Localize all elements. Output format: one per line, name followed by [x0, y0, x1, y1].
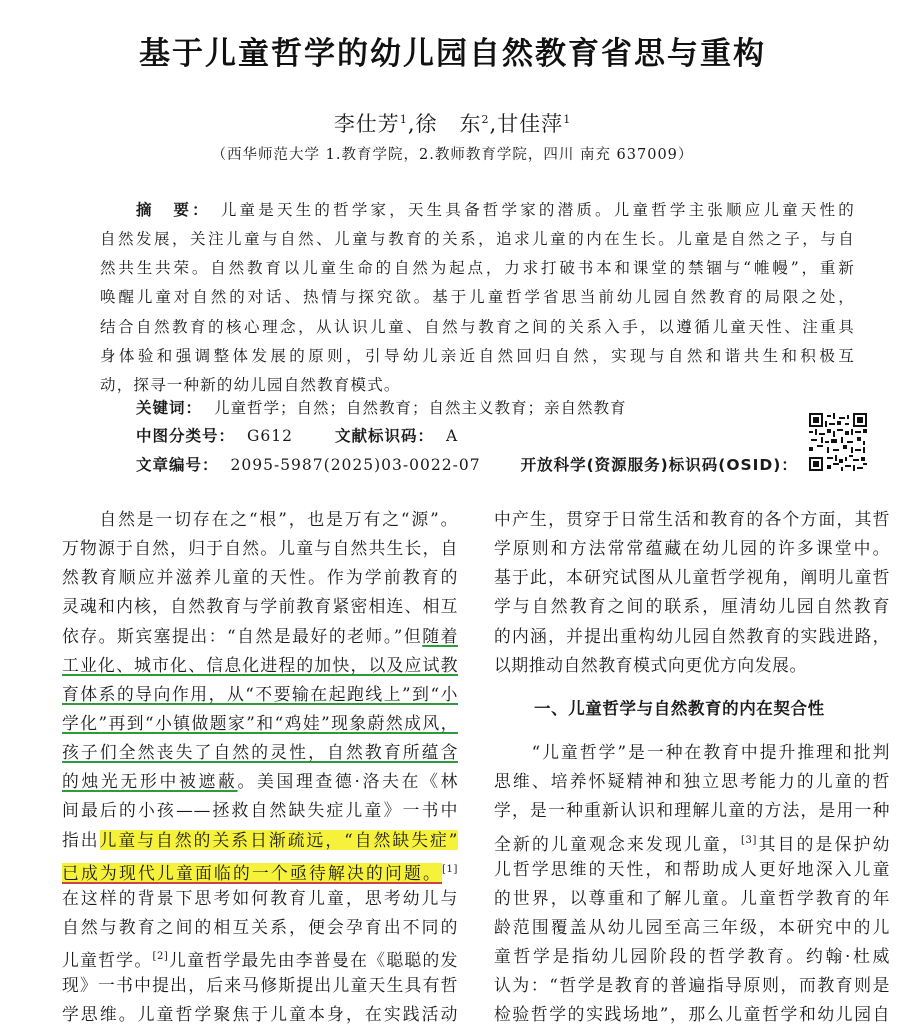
- text-line: [494, 826, 890, 855]
- author-affil-mark: 1: [563, 113, 572, 126]
- yellow-highlight-annotation[interactable]: 已成为现代儿童面临的一个亟待解决的问题。: [62, 862, 443, 883]
- abstract-line: [100, 196, 855, 225]
- green-underline-annotation[interactable]: 孩子们全然丧失了自然的灵性，自然教育所蕴含: [62, 742, 458, 763]
- abstract-text: 儿童是天生的哲学家，天生具备哲学家的潜质。儿童哲学主张顺应儿童天性的: [220, 201, 855, 219]
- text-run: 。美国理查德·洛夫在《林: [237, 771, 458, 792]
- text-line: 学思维。儿童哲学聚焦于儿童本身，在实践活动: [62, 1004, 458, 1025]
- doc-code-label: 文献标识码：: [334, 427, 434, 445]
- text-run: 全新的儿童观念来发现儿童，: [494, 833, 742, 854]
- text-line: [62, 942, 458, 971]
- text-line: [62, 738, 458, 767]
- citation-ref[interactable]: [1]: [442, 863, 458, 875]
- text-line: [62, 680, 458, 709]
- abstract-line: 结合自然教育的核心理念，从认识儿童、自然与教育之间的关系入手，以遵循儿童天性、注重具: [100, 317, 855, 336]
- text-line: 中产生，贯穿于日常生活和教育的各个方面，其哲: [494, 509, 890, 529]
- doc-code-value: A: [446, 427, 459, 445]
- author-affil-mark: 2: [481, 113, 490, 126]
- text-run: 指出: [62, 829, 100, 850]
- text-line: 以期推动自然教育模式向更优方向发展。: [494, 654, 807, 675]
- text-line: 间最后的小孩——拯救自然缺失症儿童》一书中: [62, 800, 458, 821]
- abstract-label: 摘 要：: [136, 201, 211, 219]
- green-underline-annotation[interactable]: 的烛光无形中被遮蔽: [62, 771, 238, 792]
- keywords-value: 儿童哲学；自然；自然教育；自然主义教育；亲自然教育: [214, 399, 627, 417]
- text-line: 万物源于自然，归于自然。儿童与自然共生长，自: [62, 538, 458, 559]
- abstract-line: 身体验和强调整体发展的原则，引导幼儿亲近自然回归自然，实现与自然和谐共生和积极互: [100, 346, 855, 365]
- text-line: [62, 651, 458, 680]
- text-run: 儿童哲学。: [62, 950, 153, 971]
- section-heading: 一、儿童哲学与自然教育的内在契合性: [534, 698, 825, 718]
- text-line: 学与自然教育之间的联系，厘清幼儿园自然教育: [494, 596, 890, 617]
- text-line: “儿童哲学”是一种在教育中提升推理和批判: [494, 742, 890, 763]
- text-line: 的内涵，并提出重构幼儿园自然教育的实践进路，: [494, 625, 890, 646]
- abstract-line: 自然发展，关注儿童与自然、儿童与教育的关系，追求儿童的内在生长。儿童是自然之子，与自: [100, 230, 855, 249]
- article-no-label: 文章编号：: [136, 456, 219, 474]
- classification: [136, 424, 458, 446]
- text-run: 儿童哲学最先由李普曼在《聪聪的发: [168, 950, 458, 971]
- qr-code-icon[interactable]: [809, 413, 867, 471]
- paper-title: 基于儿童哲学的幼儿园自然教育省思与重构: [139, 36, 766, 72]
- author-affil-mark: 1: [399, 113, 408, 126]
- text-line: 童哲学是指幼儿园阶段的哲学教育。约翰·杜威: [494, 946, 890, 967]
- keywords-label: 关键词：: [136, 399, 203, 417]
- text-line: [62, 622, 458, 651]
- text-line: 思维、培养怀疑精神和独立思考能力的儿童的哲: [494, 771, 890, 792]
- author-line: [0, 108, 905, 138]
- author-name: 甘佳萍: [497, 112, 564, 136]
- text-line: [62, 709, 458, 738]
- article-number: [136, 453, 810, 475]
- text-line: 在这样的背景下思考如何教育儿童，思考幼儿与: [62, 887, 458, 908]
- text-run: 其目的是保护幼: [756, 833, 890, 854]
- abstract-line: 动，探寻一种新的幼儿园自然教育模式。: [100, 375, 401, 394]
- text-line: 检验哲学的实践场地”，那么儿童哲学和幼儿园自: [494, 1004, 890, 1025]
- green-underline-annotation[interactable]: 随着: [422, 625, 458, 646]
- text-line: [62, 855, 458, 884]
- clc-value: G612: [247, 427, 293, 445]
- green-underline-annotation[interactable]: 学化”再到“小镇做题家”和“鸡娃”现象蔚然成风，: [62, 712, 458, 733]
- abstract-line: 然共生共荣。自然教育以儿童生命的自然为起点，力求打破书本和课堂的禁锢与“帷幔”，重新: [100, 259, 855, 278]
- text-line: [62, 826, 458, 855]
- green-underline-annotation[interactable]: 工业化、城市化、信息化进程的加快，以及应试教: [62, 654, 458, 675]
- text-line: 学原则和方法常常蕴藏在幼儿园的许多课堂中。: [494, 538, 890, 559]
- text-line: 然教育顺应并滋养儿童的天性。作为学前教育的: [62, 567, 458, 588]
- text-line: 学，是一种重新认识和理解儿童的方法，是用一种: [494, 800, 890, 821]
- text-line: 认为：“哲学是教育的普遍指导原则，而教育则是: [494, 975, 890, 996]
- abstract-line: 唤醒儿童对自然的对话、热情与探究欲。基于儿童哲学省思当前幼儿园自然教育的局限之处，: [100, 288, 855, 307]
- text-line: 儿哲学思维的天性，和帮助成人更好地深入儿童: [494, 858, 890, 879]
- body-column-right: [494, 505, 890, 1030]
- text-line: [62, 767, 458, 796]
- article-no-value: 2095-5987(2025)03-0022-07: [230, 456, 481, 474]
- osid-label: 开放科学(资源服务)标识码(OSID)：: [520, 456, 798, 474]
- text-line: 灵魂和内核，自然教育与学前教育紧密相连、相互: [62, 596, 458, 617]
- author-name: 李仕芳: [333, 112, 400, 136]
- citation-ref[interactable]: [3]: [741, 834, 757, 846]
- citation-ref[interactable]: [2]: [152, 951, 169, 963]
- abstract: [100, 196, 855, 400]
- keywords: [136, 396, 627, 418]
- text-run: 依存。斯宾塞提出：“自然是最好的老师。”但: [62, 625, 423, 646]
- author-separator: ,: [489, 112, 498, 136]
- yellow-highlight-annotation[interactable]: 儿童与自然的关系日渐疏远，“自然缺失症”: [99, 829, 458, 850]
- affiliation: （西华师范大学 1.教育学院，2.教师教育学院，四川 南充 637009）: [211, 147, 694, 163]
- text-line: 基于此，本研究试图从儿童哲学视角，阐明儿童哲: [494, 567, 890, 588]
- text-line: 的世界，以尊重和了解儿童。儿童哲学教育的年: [494, 887, 890, 908]
- green-underline-annotation[interactable]: 育体系的导向作用，从“不要输在起跑线上”到“小: [62, 683, 458, 704]
- body-column-left: [62, 505, 458, 1030]
- author-separator: ,: [407, 112, 416, 136]
- text-line: 现》一书中提出，后来马修斯提出儿童天生具有哲: [62, 975, 458, 996]
- text-line: 龄范围覆盖从幼儿园至高三年级，本研究中的儿: [494, 916, 890, 937]
- clc-label: 中图分类号：: [136, 427, 236, 445]
- text-line: 自然与教育之间的相互关系，便会孕育出不同的: [62, 916, 458, 937]
- author-name: 徐 东: [415, 112, 482, 136]
- text-line: 自然是一切存在之“根”，也是万有之“源”。: [62, 509, 458, 529]
